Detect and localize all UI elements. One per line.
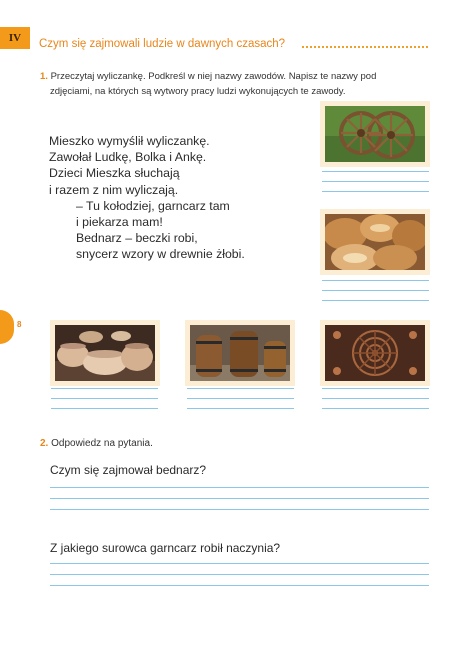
title-dotted-line [302, 46, 428, 48]
photo-wooden-wheels [325, 106, 425, 162]
answer-lines-question-2[interactable] [50, 563, 429, 596]
task1-instruction-line2: zdjęciami, na których są wytwory pracy ludzi wykonujących te zawody. [50, 86, 346, 97]
task1-instruction [40, 69, 436, 99]
photo-clay-pots [55, 325, 155, 381]
poem-line: – Tu kołodziej, garncarz tam [76, 198, 230, 213]
answer-lines-question-1[interactable] [50, 487, 429, 520]
poem-line: Mieszko wymyślił wyliczankę. [49, 134, 210, 148]
poem-line: Bednarz – beczki robi, [76, 231, 198, 246]
photo-bread [325, 214, 425, 270]
photo-barrels [190, 325, 290, 381]
page-number: 8 [17, 320, 22, 329]
question-2: Z jakiego surowca garncarz robił naczynia? [50, 541, 281, 555]
poem-line: snycerz wzory w drewnie żłobi. [76, 247, 245, 262]
answer-lines-barrels[interactable] [187, 388, 294, 418]
page-edge-marker [0, 310, 14, 344]
answer-lines-pots[interactable] [51, 388, 158, 418]
task2-number: 2. [40, 438, 49, 449]
question-1: Czym się zajmował bednarz? [50, 463, 207, 477]
poem-line: Dzieci Mieszka słuchają [49, 166, 180, 181]
answer-lines-bread[interactable] [322, 280, 429, 310]
poem-line: Zawołał Ludkę, Bolka i Ankę. [49, 150, 207, 165]
task2-instruction [40, 438, 153, 449]
page-title: Czym się zajmowali ludzie w dawnych czasach? [39, 38, 286, 50]
task1-number: 1. [40, 71, 48, 82]
task1-instruction-line1: Przeczytaj wyliczankę. Podkreśl w niej nazwy zawodów. Napisz te nazwy pod [50, 71, 377, 82]
poem-line: i piekarza mam! [76, 215, 163, 230]
chapter-tab: IV [0, 27, 30, 49]
answer-lines-carving[interactable] [322, 388, 429, 418]
answer-lines-wheels[interactable] [322, 171, 429, 201]
task2-instruction-text: Odpowiedz na pytania. [51, 438, 153, 449]
poem [49, 133, 245, 263]
photo-wood-carving [325, 325, 425, 381]
poem-line: i razem z nim wyliczają. [49, 182, 179, 197]
